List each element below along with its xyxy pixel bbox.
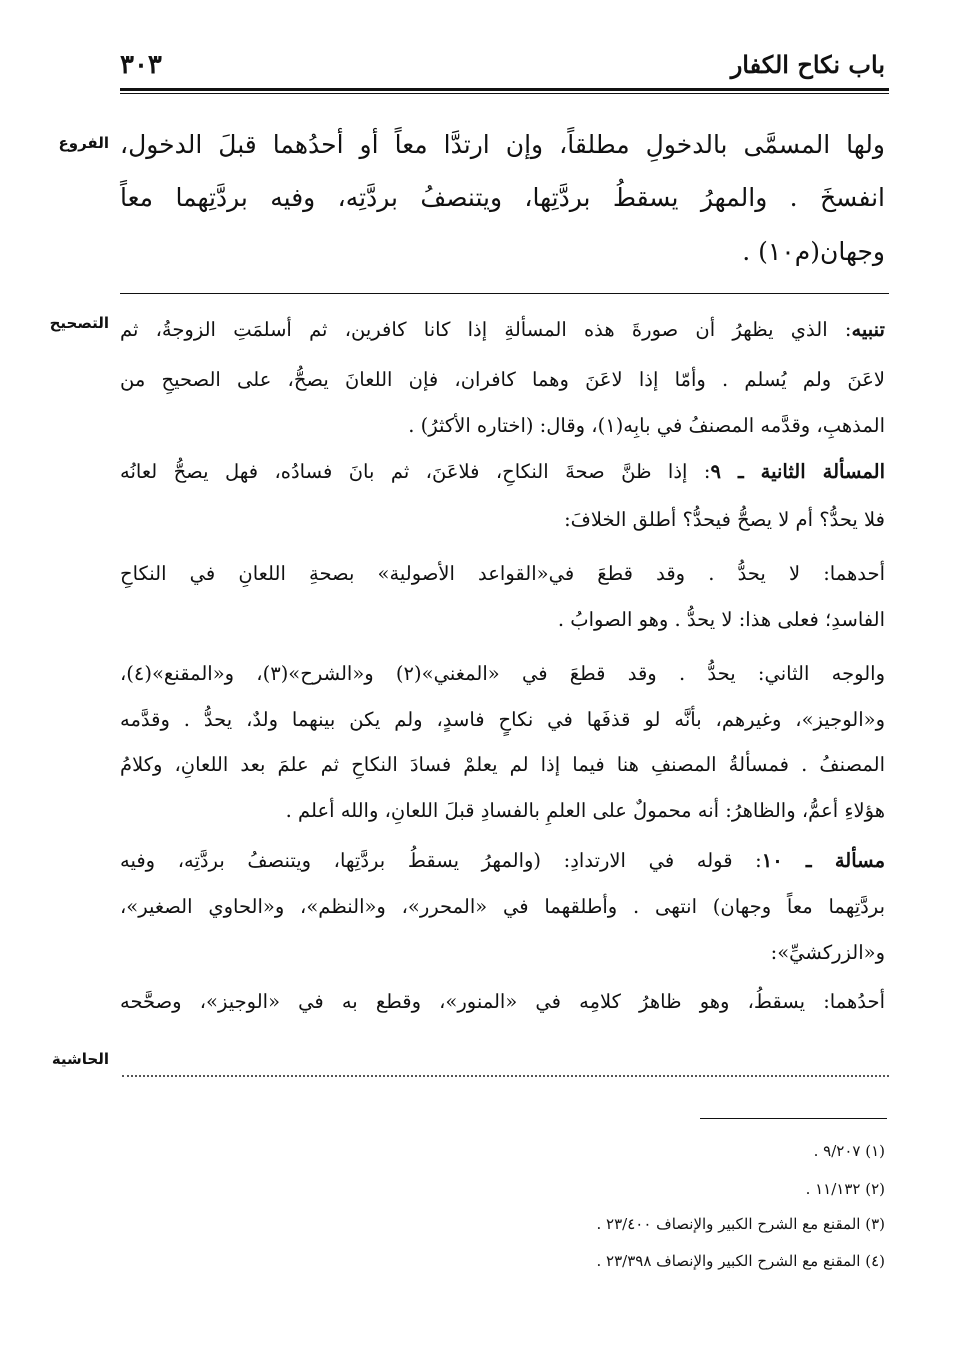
commentary-line: والوجه الثاني: يحدُّ . وقد قطعَ في «المغني»(٢) و«الشرح»(٣)، و«المقنع»(٤)،: [120, 662, 885, 685]
hashia-dotted-line: [122, 1075, 889, 1077]
commentary-line: و«الزركشيِّ»:: [770, 941, 885, 964]
commentary-line: أحدُهما: يسقطُ، وهو ظاهرُ كلامِه في «المنور»، وقطع به في «الوجيز»، وصحَّحه: [120, 990, 885, 1013]
header-rule: [120, 88, 889, 91]
margin-label-hashia: الحاشية: [51, 1050, 109, 1068]
commentary-line: المذهبِ، وقدَّمه المصنفُ في بابِه(١)، وقال: (اختاره الأكثرُ) .: [408, 414, 885, 437]
main-text-line: وجهان(م١٠) .: [742, 237, 885, 266]
commentary-line: المصنفُ . فمسألةُ المصنفِ هنا فيما إذا لم يعلمْ فسادَ النكاحِ ثم علمَ بعد اللعانِ، وكلامُ: [120, 753, 885, 776]
main-text-line: انفسخَ . والمهرُ يسقطُ بردَّتِها، ويتنصفُ بردَّتِه، وفيه بردَّتِهما معاً: [120, 183, 885, 212]
commentary-line: و«الوجيز»، وغيرهم، بأنَّه لو قذفَها في نكاحٍ فاسدٍ، ولم يكن بينهما ولدٌ، يحدُّ . وقدَّمه: [120, 708, 885, 731]
page-number: ٣٠٣: [120, 50, 162, 80]
masala-10-label: مسألة ـ ١٠: [761, 849, 886, 872]
masala-9-label: المسألة الثانية ـ ٩: [710, 460, 886, 483]
tanbih-label: تنبيه: [851, 318, 885, 341]
commentary-line: تنبيه: الذي يظهرُ أن صورةَ هذه المسألةِ إذا كانا كافرين، ثم أسلمَتِ الزوجةُ، ثم: [120, 318, 885, 341]
footnote-rule: [700, 1118, 887, 1119]
commentary-line: لاعَنَ ولم يُسلم . وأمّا إذا لاعَنَ وهما كافران، فإن اللعانَ يصحُّ، على الصحيحِ من: [120, 368, 885, 391]
commentary-line: فلا يحدُّ؟ أم لا يصحُّ فيحدُّ؟ أطلق الخلافَ:: [564, 508, 885, 531]
header-rule-thin: [120, 93, 889, 94]
commentary-line: مسألة ـ ١٠: قوله في الارتدادِ: (والمهرُ يسقطُ بردَّتِها، ويتنصفُ بردَّتِه، وفيه: [120, 849, 886, 872]
section-rule: [120, 293, 889, 294]
main-text-line: ولها المسمَّى بالدخولِ مطلقاً، وإن ارتدَّا معاً أو أحدُهما قبلَ الدخول،: [120, 130, 885, 159]
running-title: باب نكاح الكفار: [730, 50, 885, 79]
footnote: (٤) المقنع مع الشرح الكبير والإنصاف ٢٣/٣٩٨ .: [596, 1252, 885, 1270]
footnote: (١) ٩/٢٠٧ .: [813, 1142, 885, 1160]
commentary-line: بردَّتِهما معاً وجهان) انتهى . وأطلقهما في «المحرر»، و«النظم»، و«الحاوي الصغير»،: [120, 895, 885, 918]
footnote: (٣) المقنع مع الشرح الكبير والإنصاف ٢٣/٤٠٠ .: [596, 1215, 885, 1233]
commentary-line: الفاسدِ؛ فعلى هذا: لا يحدُّ . وهو الصوابُ .: [557, 608, 885, 631]
commentary-line: المسألة الثانية ـ ٩: إذا ظنَّ صحةَ النكاحِ، فلاعَنَ، ثم بانَ فسادُه، فهل يصحُّ لعانُه: [120, 460, 886, 483]
commentary-line: أحدهما: لا يحدُّ . وقد قطعَ في«القواعد الأصولية» بصحةِ اللعانِ في النكاحِ: [120, 562, 885, 585]
margin-label-furu: الفروع: [58, 134, 109, 152]
margin-label-tashih: التصحيح: [49, 314, 109, 332]
footnote: (٢) ١١/١٣٢ .: [805, 1180, 885, 1198]
commentary-line: هؤلاءِ أعمُّ، والظاهرُ: أنه محمولٌ على العلمِ بالفسادِ قبلَ اللعانِ، والله أعلم .: [285, 799, 885, 822]
